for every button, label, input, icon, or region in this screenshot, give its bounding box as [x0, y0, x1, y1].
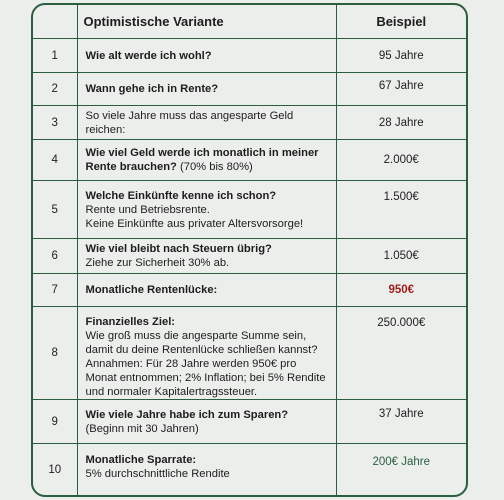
table-row: [33, 73, 466, 106]
row-question: [77, 444, 336, 496]
row-example-pension-gap: 950€: [336, 274, 466, 307]
question-text: Wie alt werde ich wohl?: [85, 49, 212, 62]
question-text: Wann gehe ich in Rente?: [85, 83, 219, 95]
row-example-savings-rate: 200€ Jahre: [336, 444, 466, 496]
row-question: [77, 73, 336, 106]
table-row: [33, 181, 466, 239]
table-row: [33, 39, 466, 73]
question-note: Ziehe zur Sicherheit 30% ab.: [85, 257, 230, 269]
table-row: [33, 400, 466, 444]
question-text: Wie viel Geld werde ich monatlich in meiner Rente brauchen?: [85, 147, 319, 173]
table-row: [33, 106, 466, 140]
question-note: (Beginn mit 30 Jahren): [85, 422, 199, 435]
header-question: Optimistische Variante: [77, 5, 336, 39]
question-text: Wie viele Jahre habe ich zum Sparen?: [85, 408, 289, 421]
table-row: [33, 444, 466, 496]
retirement-table: [31, 3, 468, 497]
row-number: 6: [33, 239, 77, 274]
row-question: [77, 239, 336, 274]
table: [33, 5, 466, 496]
question-note: (70% bis 80%): [180, 161, 253, 173]
question-text: Welche Einkünfte kenne ich schon?: [85, 189, 277, 202]
row-question: [77, 400, 336, 444]
table-row: [33, 274, 466, 307]
question-text: Finanzielles Ziel:: [85, 316, 176, 328]
row-example: 95 Jahre: [336, 39, 466, 73]
row-number: 10: [33, 444, 77, 496]
row-example: 250.000€: [336, 307, 466, 400]
row-number: 2: [33, 73, 77, 106]
question-text: Wie viel bleibt nach Steuern übrig?: [85, 243, 272, 255]
row-question: [77, 274, 336, 307]
row-number: 5: [33, 181, 77, 239]
row-example: 1.500€: [336, 181, 466, 239]
question-note: Wie groß muss die angesparte Summe sein, damit du deine Rentenlücke schließen kannst? Annahmen: Für 28 Jahre werden 950€ pro Monat entnommen; 2% Inflation; bei 5% Rendite und normaler Kapitalertragssteuer.: [85, 330, 326, 398]
row-number: 9: [33, 400, 77, 444]
row-question: [77, 106, 336, 140]
question-note: 5% durchschnittliche Rendite: [85, 468, 230, 480]
row-example: 1.050€: [336, 239, 466, 274]
row-number: 7: [33, 274, 77, 307]
table-row: [33, 307, 466, 400]
row-number: 4: [33, 140, 77, 181]
row-question: [77, 181, 336, 239]
row-number: 3: [33, 106, 77, 140]
question-text: Monatliche Sparrate:: [85, 454, 197, 466]
table-row: [33, 239, 466, 274]
question-text: So viele Jahre muss das angesparte Geld reichen:: [85, 109, 294, 136]
header-num: [33, 5, 77, 39]
row-example: 67 Jahre: [336, 73, 466, 106]
row-example: 28 Jahre: [336, 106, 466, 140]
header-example: Beispiel: [336, 5, 466, 39]
table-header-row: [33, 5, 466, 39]
question-text: Monatliche Rentenlücke:: [85, 284, 218, 296]
row-question: [77, 307, 336, 400]
row-example: 2.000€: [336, 140, 466, 181]
row-example: 37 Jahre: [336, 400, 466, 444]
row-question: [77, 39, 336, 73]
question-note: Rente und Betriebsrente. Keine Einkünfte aus privater Altersvorsorge!: [85, 203, 304, 230]
row-question: [77, 140, 336, 181]
table-row: [33, 140, 466, 181]
row-number: 8: [33, 307, 77, 400]
row-number: 1: [33, 39, 77, 73]
